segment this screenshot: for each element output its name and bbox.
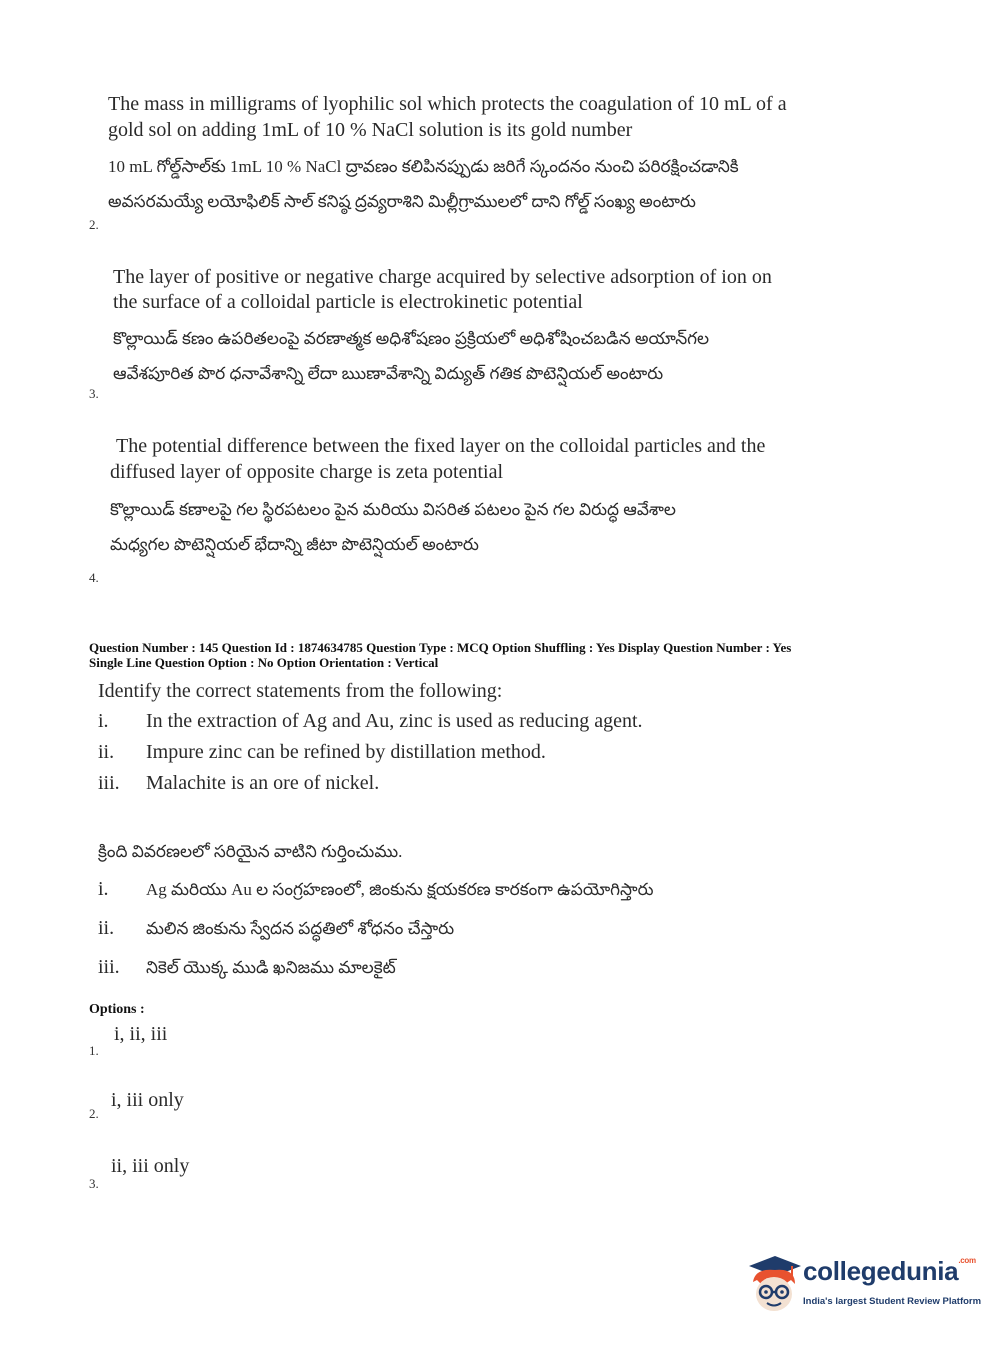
option-c-number: 3. <box>89 1176 99 1191</box>
option-4-number: 4. <box>89 570 99 585</box>
option-2-en-line-2: the surface of a colloidal particle is electrokinetic potential <box>113 291 583 313</box>
statement-en-1 <box>98 706 643 737</box>
statement-en-1-roman: i. <box>98 710 109 732</box>
statement-te-3 <box>98 948 654 987</box>
logo-wordmark <box>803 1256 976 1287</box>
option-3-number: 3. <box>89 386 99 401</box>
logo-tagline: India's largest Student Review Platform <box>803 1296 982 1307</box>
statement-en-2 <box>98 737 643 768</box>
statement-te-1-roman: i. <box>98 878 109 900</box>
option-b-text: i, iii only <box>111 1089 184 1111</box>
option-2-en-line-1: The layer of positive or negative charge acquired by selective adsorption of ion on <box>113 266 772 288</box>
question-meta-line-1: Question Number : 145 Question Id : 1874634785 Question Type : MCQ Option Shuffling : Yes Display Question Number : Yes <box>89 640 792 655</box>
statement-te-2-text: మలిన జింకును స్వేదన పద్ధతిలో శోధనం చేస్తారు <box>146 919 455 938</box>
option-1-en-line-2: gold sol on adding 1mL of 10 % NaCl solution is its gold number <box>108 119 633 141</box>
option-a-text: i, ii, iii <box>114 1023 168 1045</box>
option-3-te-line-1: కొల్లాయిడ్ కణాలపై గల స్థిరపటలం పైన మరియు విసరిత పటలం పైన గల విరుద్ధ ఆవేశాల <box>110 500 676 519</box>
statement-en-2-text: Impure zinc can be refined by distillation method. <box>146 741 546 763</box>
option-3-en-line-2: diffused layer of opposite charge is zeta potential <box>110 461 504 483</box>
statement-te-2 <box>98 909 654 948</box>
statement-en-2-roman: ii. <box>98 741 115 763</box>
question-meta-line-2: Single Line Question Option : No Option Orientation : Vertical <box>89 655 439 670</box>
option-1-te-line-2: అవసరమయ్యే లయోఫిలిక్ సాల్ కనిష్ఠ ద్రవ్యరాశిని మిల్లీగ్రాములలో దాని గోల్డ్ సంఖ్య అంటారు <box>108 192 696 211</box>
option-a-number: 1. <box>89 1043 99 1058</box>
statement-te-1 <box>98 870 654 909</box>
graduate-mascot-icon <box>745 1252 803 1318</box>
statement-te-3-roman: iii. <box>98 956 120 978</box>
collegedunia-logo <box>745 1252 982 1318</box>
question-prompt-en: Identify the correct statements from the following: <box>98 680 503 702</box>
statement-en-3-roman: iii. <box>98 772 120 794</box>
statement-en-3-text: Malachite is an ore of nickel. <box>146 772 380 794</box>
statement-te-2-roman: ii. <box>98 917 115 939</box>
option-c-text: ii, iii only <box>111 1155 190 1177</box>
statement-en-1-text: In the extraction of Ag and Au, zinc is used as reducing agent. <box>146 710 643 732</box>
question-prompt-te: క్రింది వివరణలలో సరియైన వాటిని గుర్తించుము. <box>98 842 403 861</box>
option-1-en-line-1: The mass in milligrams of lyophilic sol which protects the coagulation of 10 mL of a <box>108 93 787 115</box>
statements-te-list <box>98 870 654 987</box>
option-3-en-line-1: The potential difference between the fixed layer on the colloidal particles and the <box>116 435 766 457</box>
logo-name: collegedunia <box>803 1256 959 1286</box>
option-3-te-line-2: మధ్యగల పొటెన్షియల్ భేదాన్ని జీటా పొటెన్షియల్ అంటారు <box>110 535 479 554</box>
statement-te-1-text: Ag మరియు Au ల సంగ్రహణంలో, జింకును క్షయకరణ కారకంగా ఉపయోగిస్తారు <box>146 880 654 899</box>
statement-en-3 <box>98 768 643 799</box>
option-1-te-line-1: 10 mL గోల్డ్‌సాల్‌కు 1mL 10 % NaCl ద్రావణం కలిపినప్పుడు జరిగే స్కందనం నుంచి పరిరక్షించడానికి <box>108 157 739 176</box>
option-2-te-line-1: కొల్లాయిడ్ కణం ఉపరితలంపై వరణాత్మక అధిశోషణం ప్రక్రియలో అధిశోషించబడిన అయాన్‌గల <box>113 329 710 348</box>
statement-te-3-text: నికెల్ యొక్క ముడి ఖనిజము మాలకైట్ <box>146 958 396 977</box>
statements-en-list <box>98 706 643 799</box>
options-label: Options : <box>89 1002 145 1017</box>
option-b-number: 2. <box>89 1106 99 1121</box>
option-2-te-line-2: ఆవేశపూరిత పొర ధనావేశాన్ని లేదా ఋణావేశాన్ని విద్యుత్ గతిక పొటెన్షియల్ అంటారు <box>113 364 664 383</box>
logo-suffix: .com <box>958 1256 976 1265</box>
option-2-number: 2. <box>89 217 99 232</box>
